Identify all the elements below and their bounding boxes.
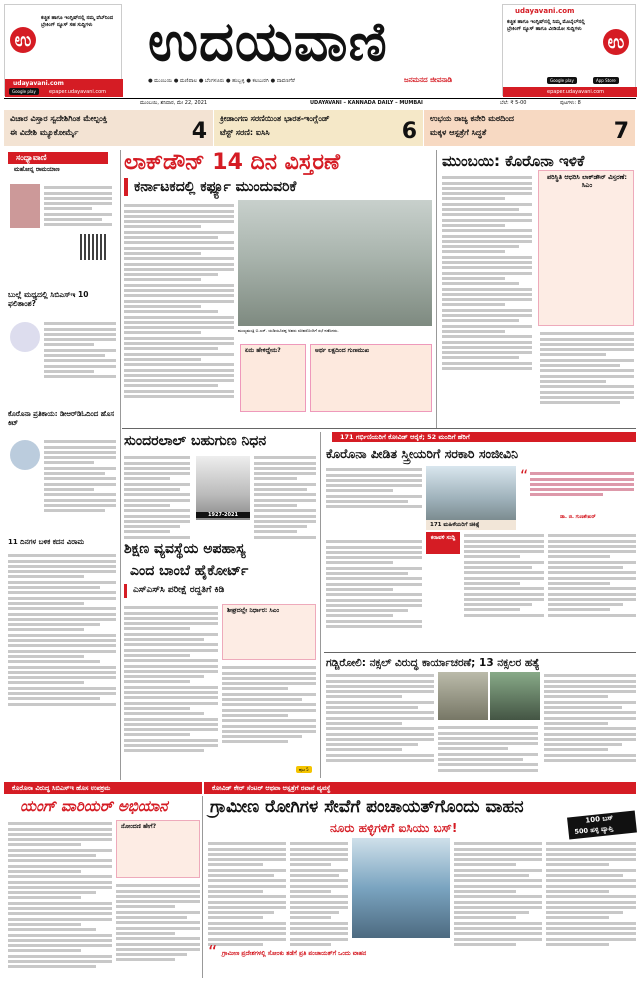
hospital-quote-by: ಡಾ. ಜಿ. ಗುಣಶೇಖರ್ (560, 514, 596, 520)
section-rule-mid (122, 428, 636, 429)
lead-story-col1 (124, 202, 234, 400)
bus-count-badge (567, 811, 637, 840)
left-story-drdo-text (44, 438, 116, 514)
dateline-paper: UDAYAVANI – KANNADA DAILY – MUMBAI (310, 100, 423, 106)
education-story-col2 (222, 664, 316, 746)
young-warrior-story-col2 (116, 882, 200, 964)
rural-headline: ಗ್ರಾಮೀಣ ರೋಗಿಗಳ ಸೇವೆಗೆ ಪಂಚಾಯತ್‌ಗೊಂದು ವಾಹನ (210, 797, 524, 817)
quote-mark-icon: “ (520, 466, 529, 485)
naxal-headline: ಗಡ್ಚಿರೋಲಿ: ನಕ್ಸಲ್ ವಿರುದ್ಧ ಕಾರ್ಯಾಚರಣೆ; 13 ನಕ್ಸಲರ ಹತ್ಯೆ (326, 657, 540, 669)
right-ad-header (503, 5, 637, 17)
bottom-strip-left (4, 782, 202, 794)
naxal-rule (324, 652, 636, 653)
mumbai-story-col1 (442, 174, 532, 372)
dateline-price: ಬೆಲೆ: ₹ 5-00 (500, 100, 527, 106)
left-ad-site-row (5, 79, 123, 97)
education-story-col1 (124, 604, 218, 755)
teaser-ubhaya-line1: ಉಭಯ ರಾಜ್ಯ ಕನೇರಿ ಮಠದಿಂದ (430, 114, 514, 123)
lead-right-divider (436, 150, 437, 428)
masthead-editions: ● ಮುಂಬಯಿ ● ಮಣಿಪಾಲ ● ಬೆಂಗಳೂರು ● ಹುಬ್ಬಳ್ಳಿ ● ಕಲಬುರಗಿ ● ದಾವಣಗೆರೆ (148, 78, 295, 84)
rural-story-col2 (290, 840, 348, 948)
sunderlal-story-col2 (254, 454, 316, 541)
rural-story-col1 (208, 840, 286, 948)
left-google-play-badge[interactable]: Google play (9, 88, 39, 95)
rural-subhead: ನೂರು ಹಳ್ಳಿಗಳಿಗೆ ಐಸಿಯು ಬಸ್! (330, 821, 458, 835)
sunderlal-divider (320, 432, 321, 778)
left-masthead-ad[interactable] (4, 4, 122, 96)
dateline-place-date: ಮುಂಬಯಿ, ಶನಿವಾರ, ಮೇ 22, 2021 (140, 100, 208, 106)
columnist-photo (10, 184, 40, 228)
sunderlal-headline: ಸುಂದರಲಾಲ್ ಬಹುಗುಣ ನಿಧನ (124, 433, 267, 449)
lead-box-what-said (240, 344, 306, 412)
bus-count-bottom: 500 ಹಳ್ಳಿ ವ್ಯಾಪ್ತಿ (574, 823, 614, 836)
right-google-play-badge[interactable]: Google play (547, 77, 577, 84)
education-headline1: ಶಿಕ್ಷಣ ವ್ಯವಸ್ಥೆಯ ಅಪಹಾಸ್ಯ (124, 541, 246, 557)
sunderlal-story-col1 (124, 454, 190, 541)
lead-subhead: ಕರ್ನಾಟಕದಲ್ಲಿ ಕರ್ಫ್ಯೂ ಮುಂದುವರಿಕೆ (134, 179, 297, 195)
hospital-photo (426, 466, 516, 520)
bottom-strip-right-text: ಕೋವಿಡ್ ಕೇರ್ ಸೆಂಟರ್ ಆಥವಾ ಆಸ್ಪತ್ರೆಗೆ ರವಾನೆ ವ್ಯವಸ್ಥೆ (212, 784, 331, 792)
left-column-section-title: ಸಂಧ್ಯಾವಾಣಿ (16, 153, 47, 162)
left-column-section-header (8, 152, 108, 164)
education-subhead: ಎಸ್‌ಎಸ್‌ಸಿ ಪರೀಕ್ಷೆ ರದ್ದತಿಗೆ ಕಿಡಿ (133, 585, 225, 595)
lead-box-recovered-title: ಅರ್ಥ ಲಕ್ಷದಿಂದ ಗುಣಮುಖ (315, 347, 370, 354)
left-ad-site: udayavani.com (13, 80, 64, 87)
lead-subhead-bar (124, 178, 430, 196)
lead-photo-caption: ಮುಖ್ಯಮಂತ್ರಿ ಬಿ.ಎಸ್. ಯಡಿಯೂರಪ್ಪ ಅವರು ಸಚಿವರೊಂದಿಗೆ ಸಭೆ ನಡೆಸಿದರು. (238, 328, 339, 333)
young-warrior-story (8, 820, 112, 971)
lead-box-what-said-title: ಏನು ಹೇಳಿದ್ದೇನು? (245, 347, 281, 354)
naxal-story-col2 (438, 724, 538, 774)
teaser-vichara-line2: ಈ ವಿದೇಶಿ ಮ್ಯೂಕೋರ್ಮೈ (10, 128, 79, 137)
rural-quote-mark-icon: “ (208, 942, 218, 963)
left-ad-text: ಕಚ್ಚಿತ ಹಾಗೂ ಇಂಗ್ಲಿಷ್‌ನಲ್ಲಿ ನಮ್ಮ ವೆಬ್‌ನಿಂದ ಬ್ರೇಕಿಂಗ್ ನ್ಯೂಸ್ ಸಹ ಸುದ್ದಿಗಳು (41, 15, 114, 28)
naxal-photo-2 (490, 672, 540, 720)
hospital-tag (426, 532, 460, 554)
rural-story-col4 (546, 840, 636, 948)
udayavani-logo-icon-right: ಉ (603, 29, 629, 55)
right-masthead-ad[interactable] (502, 4, 636, 96)
teaser-krida[interactable] (214, 110, 424, 146)
left-column-intro-text (44, 184, 112, 229)
hospital-caption-bar (426, 520, 516, 530)
masthead-title: ಉದಯವಾಣಿ (148, 9, 388, 73)
left-story-ceasefire-title: 11 ದಿನಗಳ ಬಳಿಕ ಕದನ ವಿರಾಮ (8, 538, 85, 546)
right-ad-site: udayavani.com (515, 7, 575, 15)
registration-box-title: ನೋಂದಣಿ ಹೇಗೆ? (121, 823, 157, 830)
mumbai-headline: ಮುಂಬಯಿ: ಕೊರೊನಾ ಇಳಿಕೆ (442, 152, 585, 170)
right-ad-epaper: epaper.udayavani.com (547, 89, 605, 95)
drdo-logo-image (10, 440, 40, 470)
mumbai-story-col2 (540, 330, 634, 406)
left-story-ceasefire-text (8, 552, 116, 708)
education-subhead-bar (124, 584, 316, 598)
young-warrior-headline: ಯಂಗ್ ವಾರಿಯರ್ ಅಭಿಯಾನ (20, 797, 168, 815)
lead-box-recovered (310, 344, 432, 412)
naxal-photo-1 (438, 672, 488, 720)
udayavani-logo-icon: ಉ (10, 27, 36, 53)
hospital-tag-text: ಕರಾವಳಿ ಸುದ್ದಿ (430, 535, 456, 541)
hospital-quote-box (520, 466, 636, 526)
right-app-store-badge[interactable]: App Store (593, 77, 619, 84)
teaser-vichara-line1: ವಿಚಾರ ವಿಸ್ತಾರ ಸ್ವದೇಶಿಗಿಂತ ಮೇಲ್ಪಂಕ್ತಿ (10, 114, 108, 123)
mumbai-cm-box (538, 170, 634, 326)
masthead-tagline: ಜನಮನದ ಜೀವನಾಡಿ (404, 76, 453, 84)
rural-story-col3 (454, 840, 542, 948)
teaser-krida-line2: ಟೆಸ್ಟ್ ಸರಣಿ: ಐಸಿಸಿ (220, 128, 270, 137)
teaser-vichara-page: 4 (191, 119, 207, 144)
left-ad-epaper: epaper.udayavani.com (49, 89, 107, 95)
left-story-cbse-text (44, 320, 116, 381)
left-story-cbse-title: ಬುಲ್ಲೆ ಮಧ್ಯದಲ್ಲಿ ಸಿಬಿಎಸ್‌ಇ 10 ಫಲಿತಾಂಶ? (8, 290, 89, 308)
hospital-caption: 171 ಮಹಿಳೆಯರಿಗೆ ಚಿಕಿತ್ಸೆ (430, 522, 480, 528)
mumbai-cm-box-title: ಪರಿಸ್ಥಿತಿ ಆಧರಿಸಿ ಲಾಕ್‌ಡೌನ್ ವಿಸ್ತರಣೆ: ಸಿಎಂ (546, 173, 628, 189)
cbse-logo-image (10, 322, 40, 352)
right-ad-epaper-row (503, 87, 637, 97)
registration-box (116, 820, 200, 878)
education-headline2: ಎಂದ ಬಾಂಬೆ ಹೈಕೋರ್ಟ್ (130, 563, 249, 579)
teaser-krida-page: 6 (401, 119, 417, 144)
naxal-story-col1 (326, 672, 434, 764)
education-more-link[interactable]: ಪುಟ 5 (296, 766, 312, 773)
hospital-story-col4 (326, 538, 422, 630)
left-story-drdo-title: ಕೊರೊನಾ ಪ್ರತಿಕಾಯ: ಡೀಆರ್‌ಡಿಓದಿಂದ ಹೊಸ ಕಿಟ್ (8, 410, 115, 427)
education-cm-box (222, 604, 316, 660)
hospital-headline: ಕೊರೊನಾ ಪೀಡಿತ ಸ್ತ್ರೀಯರಿಗೆ ಸರಕಾರಿ ಸಂಜೀವಿನಿ (326, 446, 519, 461)
teaser-krida-line1: ಕ್ರೀಡಾಂಗಣ ಸರಣಿಯಿಂತ ಭಾರತ-ಇಂಗ್ಲೆಂಡ್ (220, 114, 330, 123)
hospital-story-col2 (464, 532, 544, 619)
education-cm-box-title: ಶೀಘ್ರದಲ್ಲೇ ನಿರ್ಧಾರ: ಸಿಎಂ (227, 607, 280, 614)
bus-count-top: 100 ಬಸ್ (585, 813, 614, 825)
bottom-strip-left-text: ಕೊರೊನಾ ವಿರುದ್ಧ ಸಿಬಿಎಸ್‌ಇ ಹೊಸ ಉಪಕ್ರಮ (12, 784, 111, 792)
sunderlal-photo (196, 456, 250, 520)
lead-photo-cm-meeting[interactable] (238, 200, 432, 326)
dateline-pages: ಪುಟಗಳು: 8 (560, 100, 581, 106)
teaser-ubhaya-line2: ಮಕ್ಕಳ ಆಸ್ಪತ್ರೆಗೆ ಸಿದ್ಧತೆ (430, 128, 487, 137)
qr-code[interactable] (80, 234, 106, 260)
hospital-banner-text: 171 ಗರ್ಭಿಣಿಯರಿಗೆ ಕೋವಿಡ್ ಆರೈಕೆ; 52 ಮಂದಿಗೆ ಹೆರಿಗೆ (340, 433, 470, 441)
hospital-banner (332, 432, 636, 442)
hospital-story-col1 (326, 466, 422, 511)
hospital-story-col3 (548, 532, 636, 619)
left-column-columnist: ಮಹೋನ್ನ ರಾಮಯಾಣ (14, 166, 60, 173)
hospital-quote-text (530, 470, 634, 499)
left-column-divider (120, 150, 121, 780)
rural-quote-box (208, 942, 448, 976)
rural-quote: ಗ್ರಾಮೀಣ ಪ್ರದೇಶಗಳಲ್ಲಿ ಸೋಂಕು ತಡೆಗೆ ಪ್ರತಿ ಪಂಚಾಯತ್‌ಗೆ ಒಂದು ವಾಹನ (222, 950, 367, 957)
teaser-vichara[interactable] (4, 110, 214, 146)
icu-bus-photo (352, 838, 450, 938)
teaser-ubhaya-page: 7 (613, 119, 629, 144)
right-ad-text: ಕಚ್ಚಿತ ಹಾಗೂ ಇಂಗ್ಲಿಷ್‌ನಲ್ಲಿ ನಿಮ್ಮ ಮೊಬೈಲ್‌ನಲ್ಲಿ ಬ್ರೇಕಿಂಗ್ ನ್ಯೂಸ್ ಹಾಗೂ ವೀಡಿಯೋ ಸುದ್ದಿಗಳು (507, 19, 585, 32)
bottom-divider (202, 796, 203, 978)
dateline-rule-top (4, 98, 636, 99)
teaser-ubhaya[interactable] (424, 110, 636, 146)
bottom-strip-right (204, 782, 636, 794)
sunderlal-years: 1927-2021 (196, 512, 250, 518)
lead-headline: ಲಾಕ್‌ಡೌನ್ 14 ದಿನ ವಿಸ್ತರಣೆ (124, 150, 341, 175)
naxal-story-col3 (544, 672, 636, 764)
